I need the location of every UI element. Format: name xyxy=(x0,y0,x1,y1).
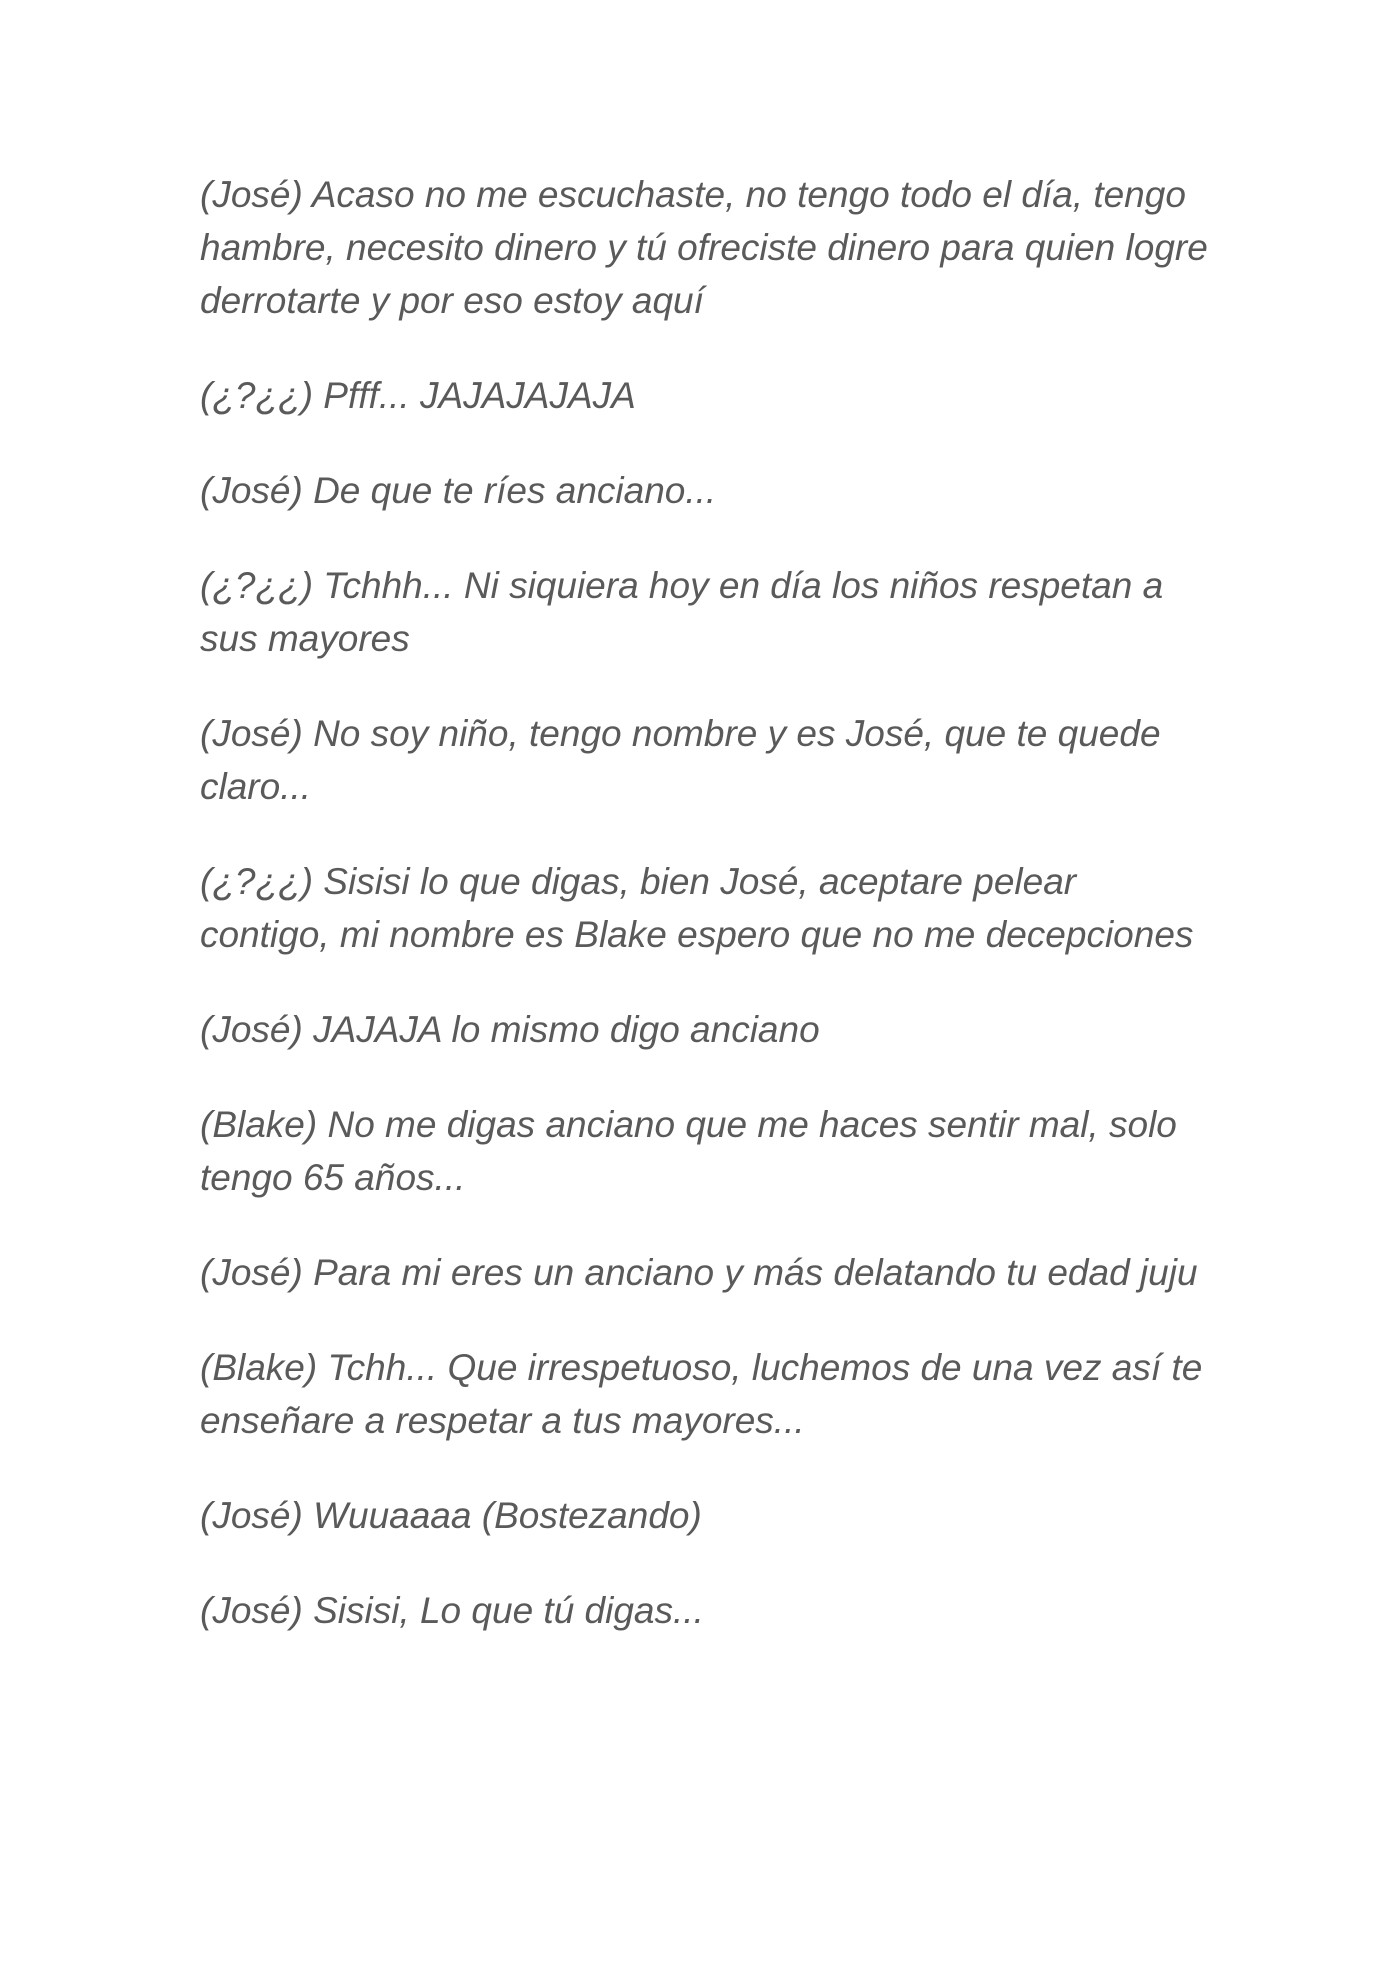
dialogue-line: (José) Wuuaaaa (Bostezando) xyxy=(200,1495,702,1536)
document-body xyxy=(200,168,1210,1679)
dialogue-line: (José) Para mi eres un anciano y más delatando tu edad juju xyxy=(200,1252,1198,1293)
dialogue-line: (José) Acaso no me escuchaste, no tengo todo el día, tengo hambre, necesito dinero y tú ofreciste dinero para quien logre derrotarte y por eso estoy aquí xyxy=(200,174,1208,321)
dialogue-line: (¿?¿¿) Sisisi lo que digas, bien José, aceptare pelear contigo, mi nombre es Blake espero que no me decepciones xyxy=(200,861,1194,955)
dialogue-line: (José) De que te ríes anciano... xyxy=(200,470,717,511)
dialogue-line: (José) JAJAJA lo mismo digo anciano xyxy=(200,1009,820,1050)
dialogue-line: (¿?¿¿) Tchhh... Ni siquiera hoy en día los niños respetan a sus mayores xyxy=(200,565,1164,659)
dialogue-line: (Blake) No me digas anciano que me haces sentir mal, solo tengo 65 años... xyxy=(200,1104,1177,1198)
dialogue-line: (¿?¿¿) Pfff... JAJAJAJAJA xyxy=(200,375,636,416)
dialogue-line: (Blake) Tchh... Que irrespetuoso, luchemos de una vez así te enseñare a respetar a tus mayores... xyxy=(200,1347,1203,1441)
dialogue-line: (José) Sisisi, Lo que tú digas... xyxy=(200,1590,704,1631)
dialogue-line: (José) No soy niño, tengo nombre y es José, que te quede claro... xyxy=(200,713,1161,807)
